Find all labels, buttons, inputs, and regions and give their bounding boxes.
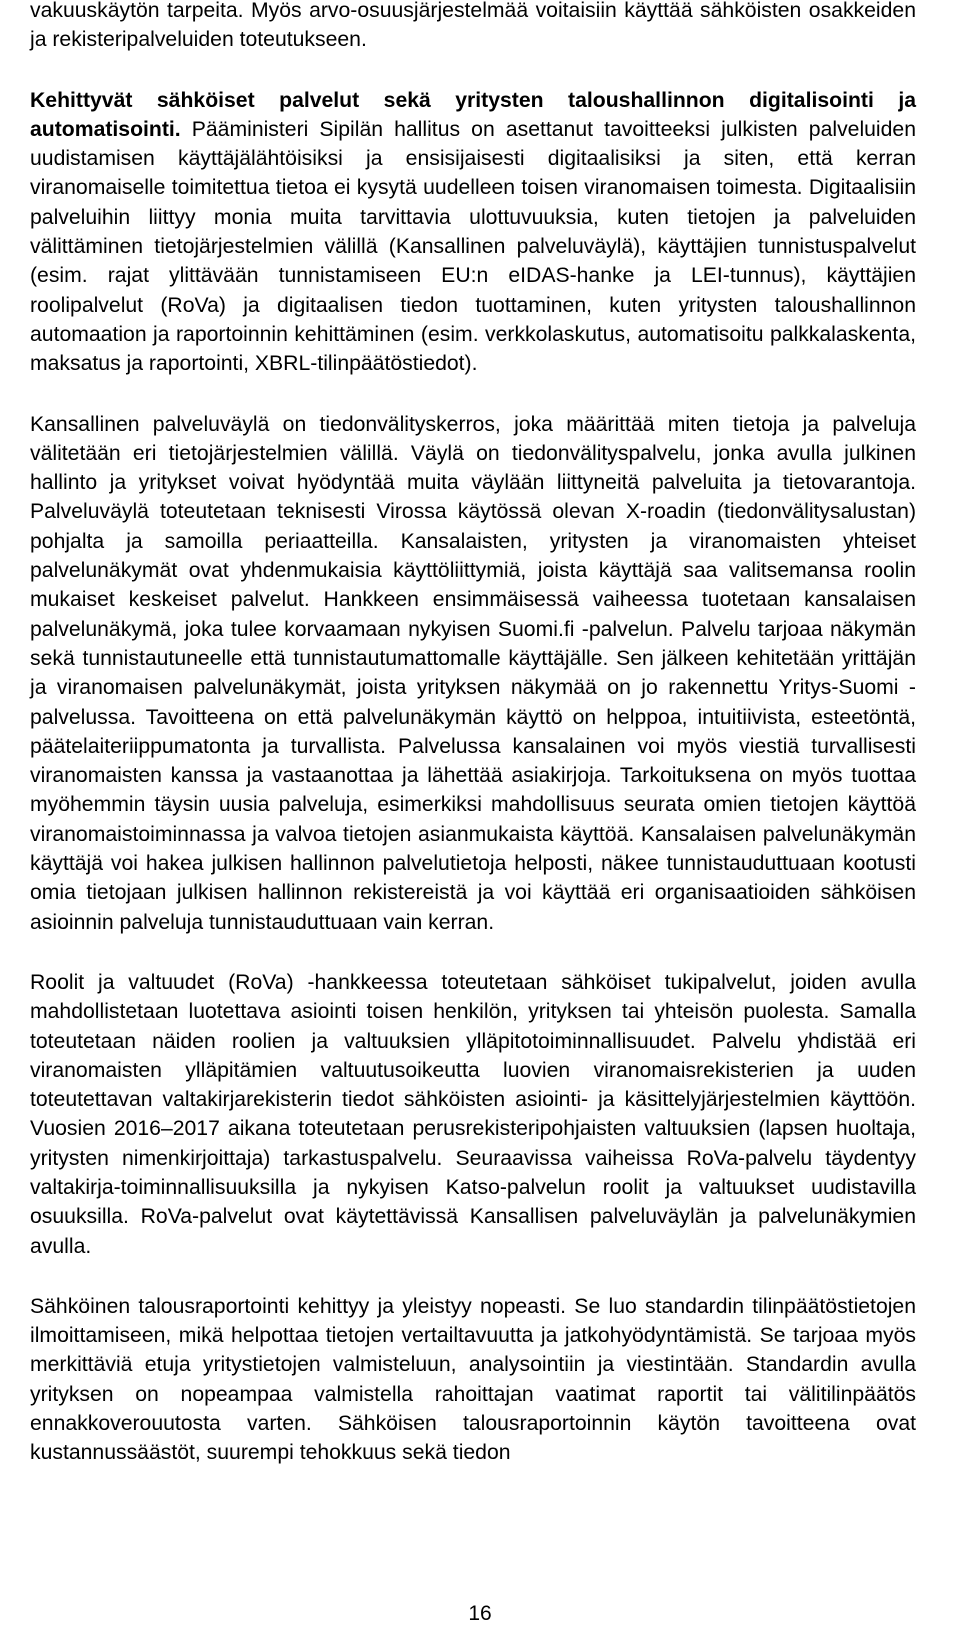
paragraph-intro: vakuuskäytön tarpeita. Myös arvo-osuusjärjestelmää voitaisiin käyttää sähköisten osakkeiden ja rekisteripalveluiden toteutukseen. [30, 0, 916, 52]
section-heading: Kehittyvät sähköiset palvelut sekä yritysten taloushallinnon digitalisointi ja automatisointi. [30, 88, 916, 141]
paragraph-rova: Roolit ja valtuudet (RoVa) -hankkeessa toteutetaan sähköiset tukipalvelut, joiden avulla mahdollistetaan luotettava asiointi toisen henkilön, yrityksen tai yhteisön puolesta. Samalla toteutetaan näiden roolien ja valtuuksien ylläpitotoiminnallisuudet. Palvelu yhdistää eri viranomaisten ylläpitämien valtuutusoikeutta luovien viranomaisrekisterien ja uuden toteutettavan valtakirjarekisterin tiedot sähköisten asiointi- ja käsittelyjärjestelmien käyttöön. Vuosien 2016–2017 aikana toteutetaan perusrekisteripohjaisten valtuuksien (lapsen huoltaja, yritysten nimenkirjoittaja) tarkastuspalvelu. Seuraavissa vaiheissa RoVa-palvelu täydentyy valtakirja-toiminnallisuuksilla ja nykyisen Katso-palvelun roolit ja valtuukset uudistavilla osuuksilla. RoVa-palvelut ovat käytettävissä Kansallisen palveluväylän ja palvelunäkymien avulla. [30, 970, 916, 1258]
paragraph-gap [30, 1261, 916, 1292]
paragraph-gap [30, 55, 916, 86]
paragraph-body: Pääministeri Sipilän hallitus on asettanut tavoitteeksi julkisten palveluiden uudistamisen käyttäjälähtöisiksi ja ensisijaisesti digitaalisiksi ja siten, että kerran viranomaiselle toimitettua tietoa ei kysytä uudelleen toisen viranomaisen toimesta. Digitaalisiin palveluihin liittyy monia muita tarvittavia ulottuvuuksia, kuten tietojen ja palveluiden välittäminen tietojärjestelmien välillä (Kansallinen palveluväylä), käyttäjien tunnistuspalvelut (esim. rajat ylittävään tunnistamiseen EU:n eIDAS-hanke ja LEI-tunnus), käyttäjien roolipalvelut (RoVa) ja digitaalisen tiedon tuottaminen, kuten yritysten taloushallinnon automaation ja raportoinnin kehittäminen (esim. verkkolaskutus, automatisoitu palkkalaskenta, maksatus ja raportointi, XBRL-tilinpäätöstiedot). [30, 117, 916, 376]
paragraph-gap [30, 937, 916, 968]
paragraph-gap [30, 379, 916, 410]
page-number: 16 [468, 1602, 492, 1625]
paragraph-digital-services [30, 86, 916, 379]
paragraph-financial-reporting: Sähköinen talousraportointi kehittyy ja yleistyy nopeasti. Se luo standardin tilinpäätöstietojen ilmoittamiseen, mikä helpottaa tietojen vertailtavuutta ja jatkohyödyntämistä. Se tarjoaa myös merkittäviä etuja yritystietojen valmisteluun, analysointiin ja viestintään. Standardin avulla yrityksen on nopeampaa valmistella rahoittajan vaatimat raportit tai välitilinpäätös ennakkoverouutosta varten. Sähköisen talousraportoinnin käytön tavoitteena ovat kustannussäästöt, suurempi tehokkuus sekä tiedon [30, 1294, 916, 1465]
paragraph-service-bus: Kansallinen palveluväylä on tiedonvälityskerros, joka määrittää miten tietoja ja palveluja välitetään eri tietojärjestelmien välillä. Väylä on tiedonvälityspalvelu, jonka avulla julkinen hallinto ja yritykset voivat hyödyntää muita väylään liittyneitä palveluita ja tietovarantoja. Palveluväylä toteutetaan teknisesti Virossa käytössä olevan X-roadin (tiedonvälitysalustan) pohjalta ja samoilla periaatteilla. Kansalaisten, yritysten ja viranomaisten yhteiset palvelunäkymät ovat yhdenmukaisia käyttöliittymiä, joista käyttäjä saa valitsemansa roolin mukaiset keskeiset palvelut. Hankkeen ensimmäisessä vaiheessa tuotetaan kansalaisen palvelunäkymä, joka tulee korvaamaan nykyisen Suomi.fi -palvelun. Palvelu tarjoaa näkymän sekä tunnistautuneelle että tunnistautumattomalle käyttäjälle. Sen jälkeen kehitetään yrittäjän ja viranomaisen palvelunäkymät, joista yrityksen näkymää on jo rakennettu Yritys-Suomi -palvelussa. Tavoitteena on että palvelunäkymän käyttö on helppoa, intuitiivista, esteetöntä, päätelaiteriippumatonta ja turvallista. Palvelussa kansalainen voi myös viestiä turvallisesti viranomaisten kanssa ja vastaanottaa ja lähettää asiakirjoja. Tarkoituksena on myös tuottaa myöhemmin täysin uusia palveluja, esimerkiksi mahdollisuus seurata omien tietojen käyttöä viranomaistoiminnassa ja valvoa tietojen asianmukaista käyttöä. Kansalaisen palvelunäkymän käyttäjä voi hakea julkisen hallinnon palvelutietoja helposti, näkee tunnistauduttuaan kootusti omia tietojaan julkisen hallinnon rekistereistä ja voi käyttää eri organisaatioiden sähköisen asioinnin palveluja tunnistauduttuaan vain kerran. [30, 412, 916, 934]
